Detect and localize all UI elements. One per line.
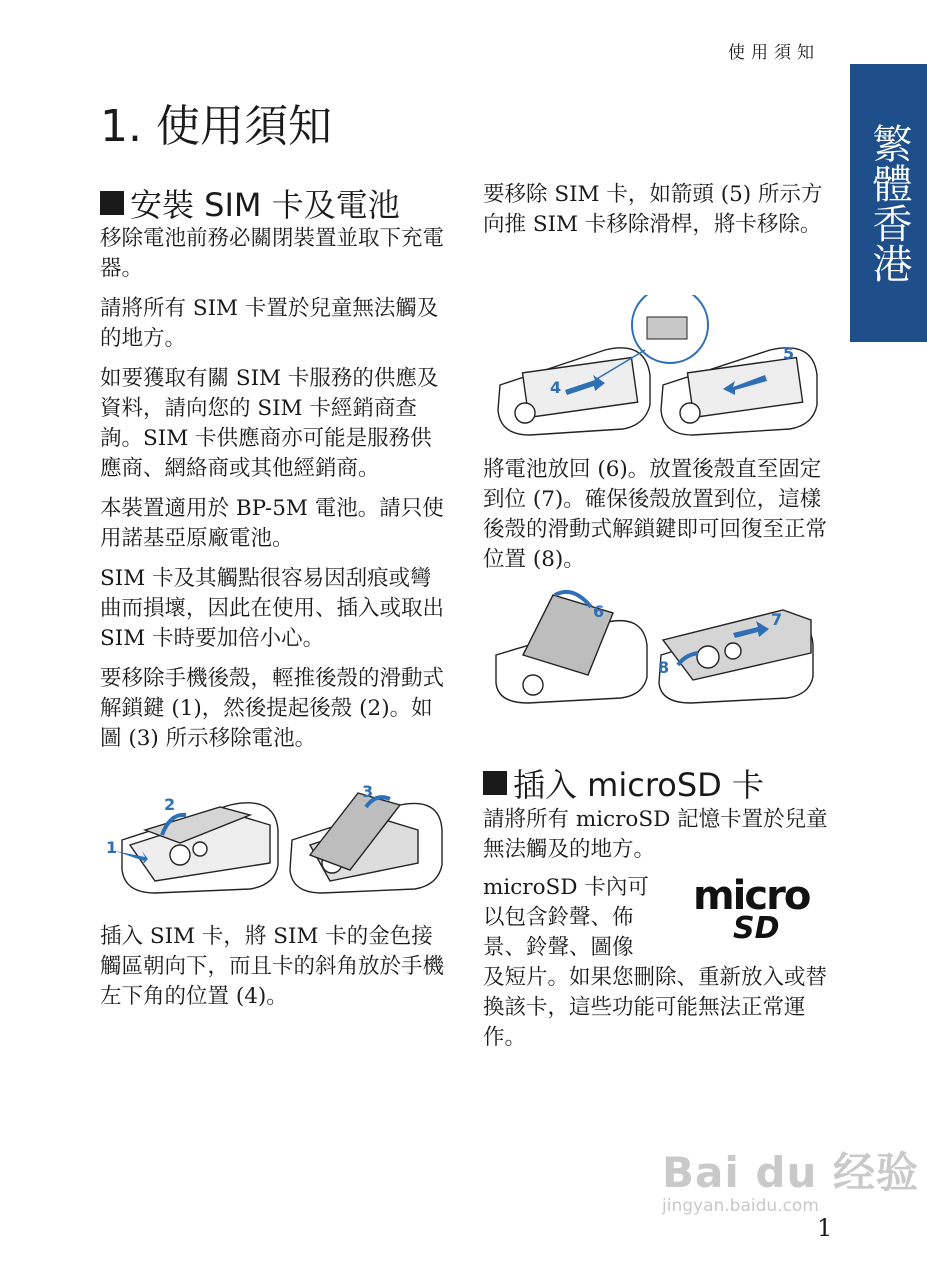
paragraph: 移除電池前務必關閉裝置並取下充電器。 <box>100 226 445 281</box>
language-tab-label: 繁體香港 <box>866 123 912 283</box>
section-heading-microsd <box>483 760 764 806</box>
left-column-text <box>100 224 450 764</box>
phone-illustration <box>290 793 442 893</box>
paragraph-remove-sim: 要移除 SIM 卡，如箭頭 (5) 所示方向推 SIM 卡移除滑桿，將卡移除。 <box>483 182 823 237</box>
phone-illustration <box>659 610 813 703</box>
logo-micro-text: micro <box>693 873 810 919</box>
bullet-square-icon <box>483 771 507 795</box>
paragraph: 要移除手機後殼，輕推後殼的滑動式解鎖鍵 (1)，然後提起後殼 (2)。如圖 (3) 所示移除電池。 <box>100 666 445 751</box>
paragraph-microsd-2-rest: 及短片。如果您刪除、重新放入或替換該卡，這些功能可能無法正常運作。 <box>483 965 828 1050</box>
step-label: 7 <box>771 610 783 629</box>
paragraph-microsd-2-lines <box>483 873 683 963</box>
logo-sd-text: SD <box>733 911 780 946</box>
section-heading-text: 插入 microSD 卡 <box>513 766 764 804</box>
running-head: 使用須知 <box>728 43 820 63</box>
section-heading-sim-battery <box>100 180 400 226</box>
text-line: microSD 卡內可 <box>483 875 649 900</box>
step-label: 3 <box>362 785 374 801</box>
paragraph-insert-sim: 插入 SIM 卡，將 SIM 卡的金色接觸區朝向下，而且卡的斜角放於手機 左下角的位置 (4)。 <box>100 924 445 1009</box>
paragraph: SIM 卡及其觸點很容易因刮痕或彎曲而損壞，因此在使用、插入或取出 SIM 卡時要加倍小心。 <box>100 566 445 651</box>
paragraph-microsd-1: 請將所有 microSD 記憶卡置於兒童無法觸及的地方。 <box>483 807 828 862</box>
step-label: 5 <box>783 344 795 363</box>
paragraph: 如要獲取有關 SIM 卡服務的供應及資料，請向您的 SIM 卡經銷商查詢。SIM 卡供應商亦可能是服務供應商、網絡商或其他經銷商。 <box>100 366 439 481</box>
watermark-url: jingyan.baidu.com <box>662 1196 819 1216</box>
watermark-logo: Bai du 经验 <box>662 1148 919 1197</box>
step-label: 1 <box>106 838 118 857</box>
language-side-tab <box>850 64 927 342</box>
paragraph-battery: 將電池放回 (6)。放置後殼直至固定到位 (7)。確保後殼放置到位，這樣後殼的滑動式解鎖鍵即可回復至正常位置 (8)。 <box>483 457 828 572</box>
phone-illustration <box>496 595 647 703</box>
figure-battery-cover <box>493 585 828 705</box>
chapter-title: 1. 使用須知 <box>100 101 332 152</box>
figure-remove-cover-battery <box>100 785 445 900</box>
paragraph: 請將所有 SIM 卡置於兒童無法觸及的地方。 <box>100 296 439 351</box>
bullet-square-icon <box>100 191 124 215</box>
text-line: 以包含鈴聲、佈 <box>483 905 634 930</box>
paragraph: 本裝置適用於 BP-5M 電池。請只使用諾基亞原廠電池。 <box>100 496 444 551</box>
sim-card-icon <box>647 317 687 339</box>
step-label: 4 <box>550 378 562 397</box>
section-heading-text: 安裝 SIM 卡及電池 <box>130 186 400 224</box>
microsd-logo <box>693 873 823 946</box>
step-label: 8 <box>658 658 670 677</box>
page-number: 1 <box>817 1214 833 1242</box>
phone-illustration <box>122 803 278 893</box>
step-label: 2 <box>164 795 176 814</box>
figure-sim-card <box>495 295 830 440</box>
step-label: 6 <box>593 602 605 621</box>
baidu-watermark <box>662 1140 919 1216</box>
text-line: 景、鈴聲、圖像 <box>483 935 634 960</box>
